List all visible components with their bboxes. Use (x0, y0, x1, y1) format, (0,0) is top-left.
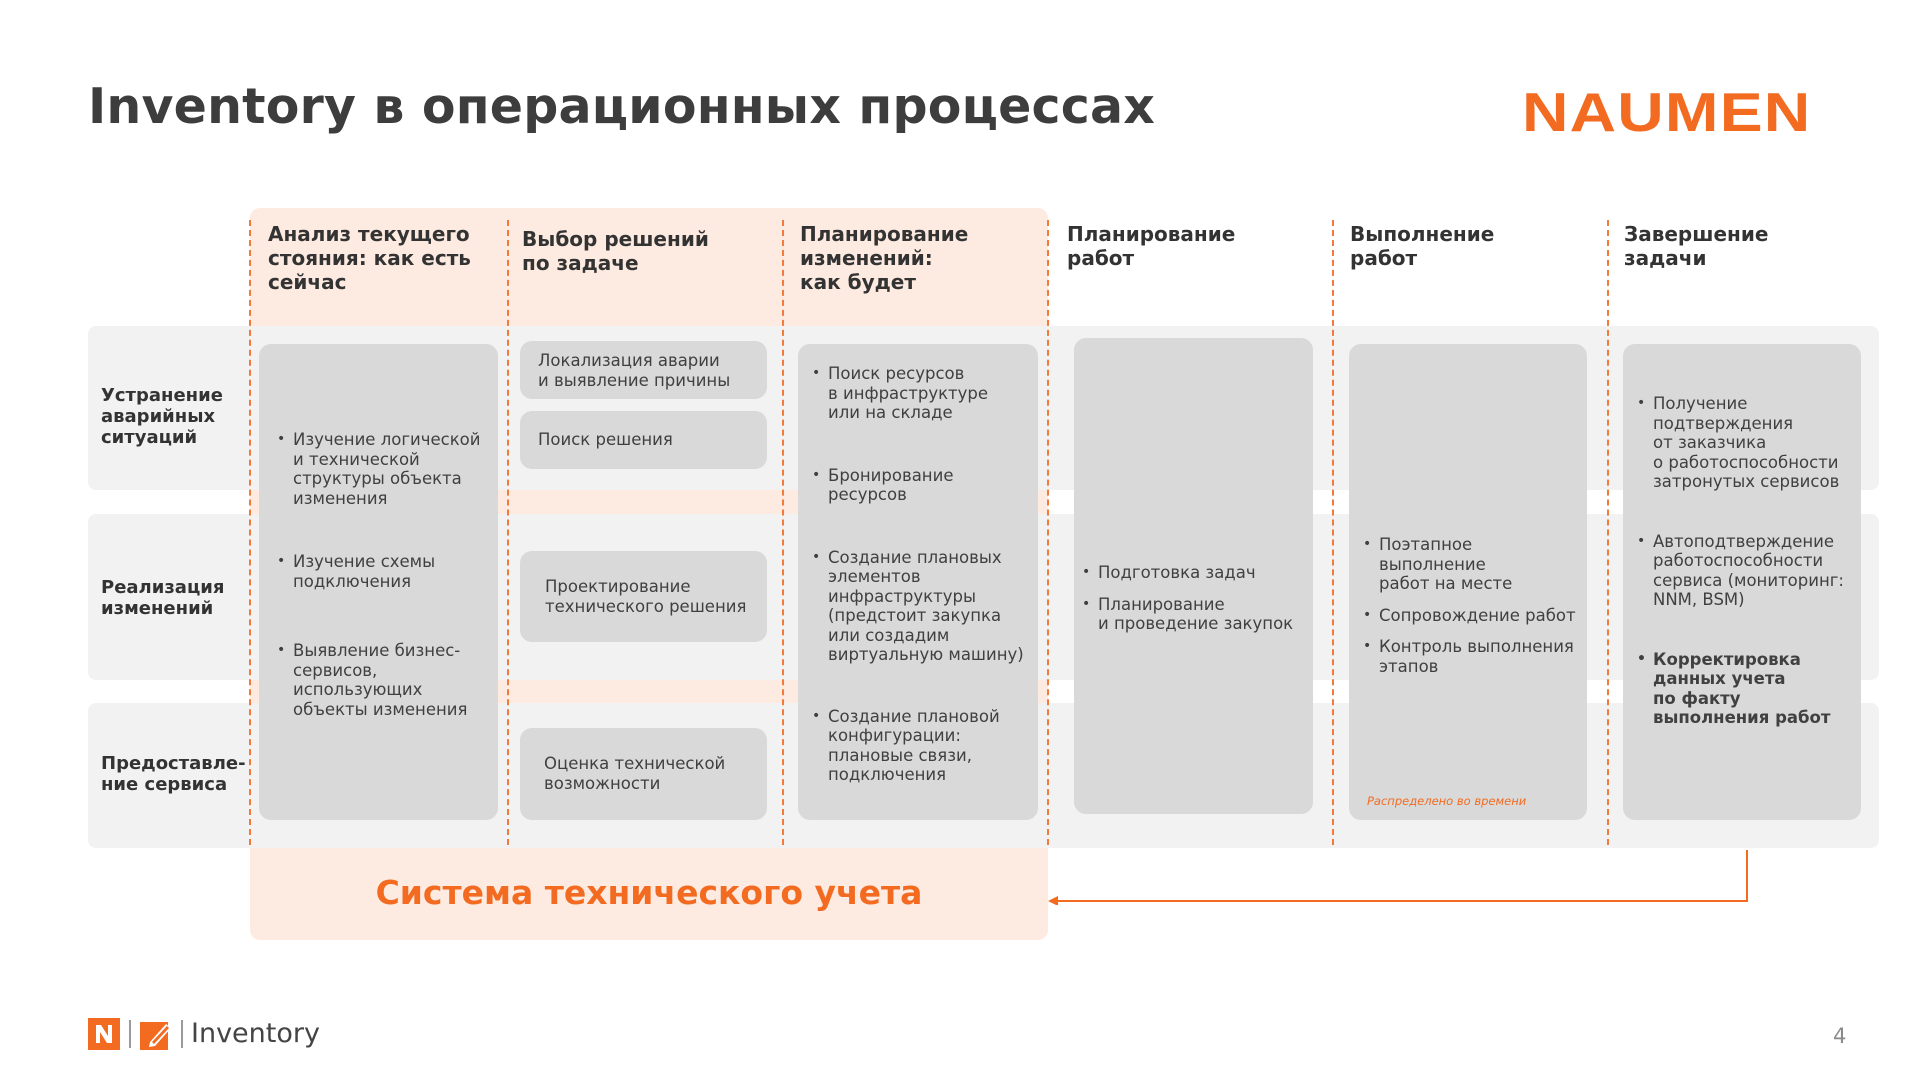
analysis-card (259, 344, 498, 820)
col-header-analysis: Анализ текущего стояния: как есть сейчас (268, 222, 471, 294)
completion-item: • Автоподтверждение работоспособности сервиса (мониторинг: NNM, BSM) (1637, 532, 1855, 610)
localize-text: Локализация аварии и выявление причины (538, 351, 731, 390)
column-divider (249, 220, 251, 845)
change-planning-item: • Создание плановых элементов инфраструктуры (предстоит закупка или создадим виртуальную машину) (812, 548, 1028, 665)
inventory-icon (140, 1018, 172, 1050)
completion-item-bold: • Корректировка данных учета по факту выполнения работ (1637, 650, 1855, 728)
evaluate-card (520, 728, 767, 820)
completion-card (1623, 344, 1861, 820)
footer-divider (129, 1020, 131, 1048)
col-header-work-planning: Планирование работ (1067, 222, 1236, 270)
column-divider (1607, 220, 1609, 845)
design-card (520, 551, 767, 642)
completion-item: • Получение подтверждения от заказчика о работоспособности затронутых сервисов (1637, 394, 1855, 492)
search-solution-text: Поиск решения (538, 430, 673, 449)
feedback-arrow (1040, 845, 1760, 905)
work-execution-card (1349, 344, 1587, 820)
page-title: Inventory в операционных процессах (88, 78, 1156, 135)
work-execution-item: • Поэтапное выполнение работ на месте (1363, 535, 1581, 594)
row-label-service: Предоставле- ние сервиса (101, 753, 246, 795)
col-header-completion: Завершение задачи (1624, 222, 1769, 270)
col-header-change-planning: Планирование изменений: как будет (800, 222, 969, 294)
work-planning-item: • Подготовка задач (1082, 563, 1303, 583)
col-header-execution: Выполнение работ (1350, 222, 1495, 270)
analysis-item: • Изучение схемы подключения (277, 552, 486, 591)
change-planning-item: • Бронирование ресурсов (812, 466, 1028, 505)
col-header-choice: Выбор решений по задаче (522, 227, 709, 275)
page-number: 4 (1833, 1024, 1847, 1048)
work-planning-item: • Планирование и проведение закупок (1082, 595, 1303, 634)
footer-divider (181, 1020, 183, 1048)
naumen-logo: NAUMEN (1522, 81, 1812, 143)
naumen-n-icon (88, 1018, 120, 1050)
localize-card (520, 341, 767, 399)
column-divider (1332, 220, 1334, 845)
analysis-item: • Выявление бизнес- сервисов, использующих объекты изменения (277, 641, 486, 719)
row-label-emergency: Устранение аварийных ситуаций (101, 385, 223, 448)
row-label-changes: Реализация изменений (101, 577, 225, 619)
search-solution-card (520, 411, 767, 469)
design-text: Проектирование технического решения (545, 577, 747, 616)
column-divider (1047, 220, 1049, 845)
column-divider (782, 220, 784, 845)
column-divider (507, 220, 509, 845)
footer-product: Inventory (191, 1018, 320, 1049)
change-planning-item: • Поиск ресурсов в инфраструктуре или на складе (812, 364, 1028, 423)
work-execution-item: • Контроль выполнения этапов (1363, 637, 1581, 676)
system-label: Система технического учета (375, 873, 923, 912)
change-planning-item: • Создание плановой конфигурации: плановые связи, подключения (812, 707, 1028, 785)
evaluate-text: Оценка технической возможности (544, 754, 726, 793)
change-planning-card (798, 344, 1038, 820)
distributed-note: Распределено во времени (1367, 794, 1527, 808)
analysis-item: • Изучение логической и технической структуры объекта изменения (277, 430, 486, 508)
work-execution-item: • Сопровождение работ (1363, 606, 1581, 626)
work-planning-card (1074, 338, 1313, 814)
